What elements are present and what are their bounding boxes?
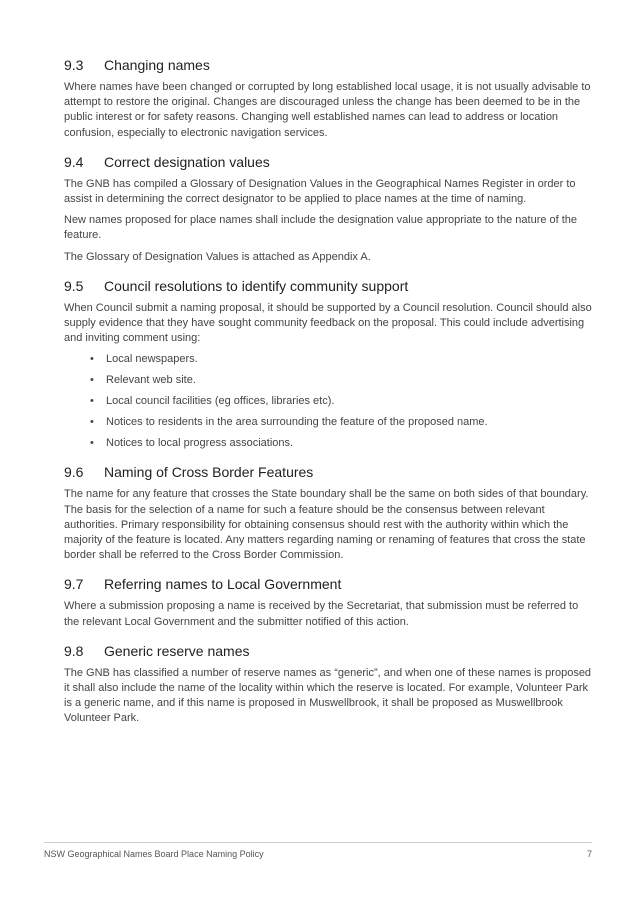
section-number: 9.8 [64, 642, 84, 659]
bullet-icon: • [90, 353, 94, 366]
section-9-7 [64, 575, 594, 629]
section-heading [64, 463, 594, 481]
section-title: Changing names [104, 57, 210, 73]
section-title: Generic reserve names [104, 642, 250, 659]
footer-document-title: NSW Geographical Names Board Place Naming Policy [44, 849, 264, 859]
bullet-icon: • [90, 416, 94, 429]
list-item-text: Notices to local progress associations. [106, 437, 294, 450]
page-number: 7 [586, 849, 592, 859]
list-item [90, 373, 594, 388]
section-heading [64, 153, 594, 171]
section-heading [64, 277, 594, 295]
section-title: Council resolutions to identify community support [104, 277, 409, 294]
list-item-text: Notices to residents in the area surrounding the feature of the proposed name. [106, 416, 488, 429]
section-number: 9.6 [64, 464, 84, 481]
paragraph: The name for any feature that crosses the State boundary shall be the same on both sides of that boundary. The basis for the selection of a name for such a feature should be the consensus between relevant authorities. Primary responsibility for obtaining consensus should rest with the authority within which the majority of the feature is located. Any matters regarding naming or renaming of features that cross the state border shall be referred to the Cross Border Commission. [64, 488, 589, 562]
paragraph: The GNB has compiled a Glossary of Designation Values in the Geographical Names Register in order to assist in determining the correct designator to be applied to place names at the time of naming. [64, 177, 576, 206]
paragraph: New names proposed for place names shall include the designation value appropriate to the nature of the feature. [64, 214, 578, 242]
section-9-5 [64, 277, 594, 452]
bullet-icon: • [90, 374, 94, 387]
section-title: Referring names to Local Government [104, 576, 342, 593]
section-title: Naming of Cross Border Features [104, 464, 314, 481]
section-number: 9.5 [64, 277, 84, 294]
section-heading [64, 56, 594, 74]
bullet-icon: • [90, 437, 94, 450]
section-number: 9.3 [64, 57, 84, 73]
section-title: Correct designation values [104, 153, 270, 170]
section-number: 9.7 [64, 576, 84, 593]
section-number: 9.4 [64, 153, 84, 170]
bullet-icon: • [90, 395, 94, 408]
list-item [90, 352, 594, 367]
list-item [90, 415, 594, 430]
paragraph: The Glossary of Designation Values is attached as Appendix A. [64, 250, 371, 263]
section-9-4 [64, 153, 594, 265]
section-9-6 [64, 463, 594, 563]
page-footer [44, 842, 592, 859]
paragraph: The GNB has classified a number of reserve names as “generic”, and when one of these names is proposed it shall also include the name of the locality within which the reserve is located. For example, Volunteer Park is a generic name, and if this name is proposed in Muswellbrook, it shall be proposed as Muswellbrook Volunteer Park. [64, 666, 592, 725]
section-heading [64, 642, 594, 660]
paragraph: Where names have been changed or corrupted by long established local usage, it is not usually advisable to attempt to restore the original. Changes are discouraged unless the change has been deemed to be in the public interest or for safety reasons. Changing well established names can lead to address or location confusion, especially to electronic navigation services. [64, 81, 591, 139]
section-9-8 [64, 642, 594, 727]
paragraph: When Council submit a naming proposal, it should be supported by a Council resolution. Council should also supply evidence that they have sought community feedback on the proposal. This could include advertising and inviting comment using: [64, 301, 592, 345]
list-item [90, 394, 594, 409]
list-item-text: Local council facilities (eg offices, libraries etc). [106, 395, 335, 408]
section-9-3 [64, 56, 594, 141]
bullet-list [64, 352, 594, 451]
paragraph: Where a submission proposing a name is received by the Secretariat, that submission must be referred to the relevant Local Government and the submitter notified of this action. [64, 600, 579, 628]
list-item-text: Relevant web site. [106, 374, 196, 387]
section-heading [64, 575, 594, 593]
page-content [64, 56, 594, 733]
list-item [90, 436, 594, 451]
list-item-text: Local newspapers. [106, 353, 198, 366]
